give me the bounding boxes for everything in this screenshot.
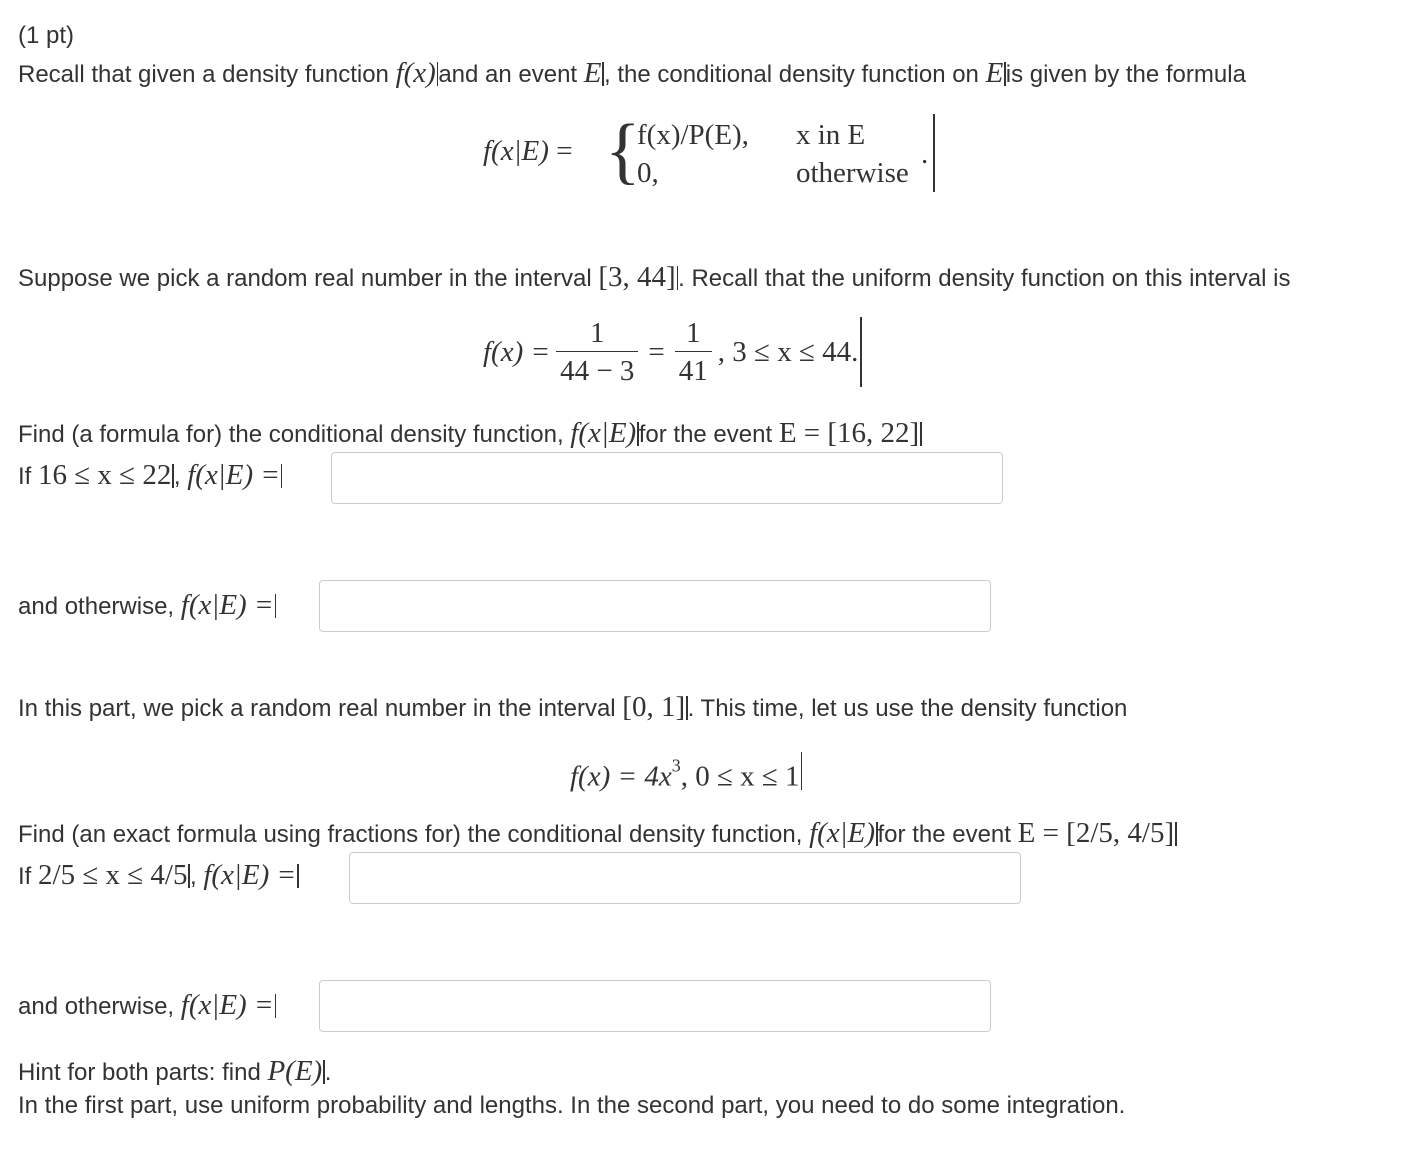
- formula-period: .: [921, 138, 929, 170]
- case2-condition: otherwise: [796, 157, 909, 189]
- intro-text-3: , the conditional density function on: [603, 61, 986, 88]
- points-label: (1 pt): [18, 22, 75, 49]
- fraction-2: $\frac{1}{41}$: [675, 315, 712, 390]
- part2-interval: [0, 1]: [622, 691, 686, 723]
- case1-value: f(x)/P(E),: [637, 119, 749, 151]
- part2-find-text: Find (an exact formula using fractions for) the conditional density function, f(x|E) for the event E = [2/5, 4/5]: [18, 817, 1177, 850]
- intro-event-e2: E: [985, 57, 1004, 89]
- uniform-lhs: f(x) =: [483, 335, 551, 368]
- part1-find-text: Find (a formula for) the conditional density function, f(x|E) for the event E = [16, 22]: [18, 417, 922, 450]
- part2-q1-label: If 2/5 ≤ x ≤ 4/5 , f(x|E) =: [18, 859, 299, 892]
- uniform-domain: , 3 ≤ x ≤ 44.: [717, 335, 859, 368]
- hint-line-1: Hint for both parts: find P(E) .: [18, 1055, 332, 1087]
- formula-cursor: [933, 114, 935, 192]
- part1-q1-label: If 16 ≤ x ≤ 22 , f(x|E) =: [18, 459, 282, 492]
- part1-interval: [3, 44]: [598, 261, 676, 293]
- hint-line-2: In the first part, use uniform probability and lengths. In the second part, you need to do some integration.: [18, 1092, 1126, 1119]
- intro-text-4: is given by the formula: [1005, 61, 1246, 88]
- case1-condition: x in E: [796, 119, 866, 151]
- formula-lhs: f(x|E) =: [483, 135, 573, 167]
- part2-answer-otherwise-input[interactable]: [319, 980, 991, 1032]
- part2-paragraph: In this part, we pick a random real number in the interval [0, 1] . This time, let us use the density function: [18, 691, 1128, 723]
- part2-answer-in-range-input[interactable]: [349, 852, 1021, 904]
- part2-density-formula: $f(x) = 4x^3$, 0 ≤ x ≤ 1: [570, 752, 802, 794]
- case2-value: 0,: [637, 157, 659, 189]
- uniform-density-formula: f(x) = $\frac{1}{44 - 3}$ = $\frac{1}{41}$ , 3 ≤ x ≤ 44.: [483, 312, 862, 392]
- left-brace-icon: {: [605, 110, 641, 192]
- part2-event: E = [2/5, 4/5]: [1017, 817, 1175, 849]
- intro-event-e: E: [583, 57, 602, 89]
- part2-q2-label: and otherwise, f(x|E) =: [18, 989, 276, 1022]
- intro-text-2: and an event: [438, 61, 584, 88]
- intro-fx: f(x): [395, 57, 436, 89]
- part1-answer-otherwise-input[interactable]: [319, 580, 991, 632]
- fraction-1: $\frac{1}{44 - 3}$: [556, 315, 638, 390]
- intro-paragraph: [18, 57, 1246, 90]
- part1-event: E = [16, 22]: [778, 417, 920, 449]
- intro-text-1: Recall that given a density function: [18, 61, 396, 88]
- part1-answer-in-range-input[interactable]: [331, 452, 1003, 504]
- part1-paragraph: Suppose we pick a random real number in the interval [3, 44] . Recall that the uniform density function on this interval is: [18, 261, 1291, 293]
- part1-q2-label: and otherwise, f(x|E) =: [18, 589, 276, 622]
